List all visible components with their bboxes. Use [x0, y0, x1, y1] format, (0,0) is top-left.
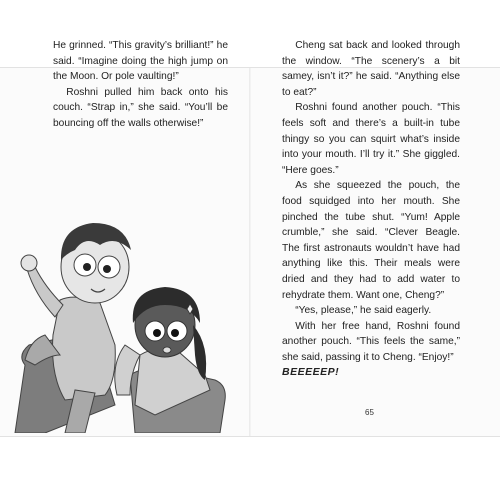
paragraph: Cheng sat back and looked through the window. “The scenery’s a bit samey, isn’t it?” he said. “Anything else to eat?”	[282, 40, 460, 98]
left-page-text	[53, 38, 228, 132]
boy-and-girl-in-spacecraft-illustration	[5, 205, 245, 433]
page-number: 65	[365, 408, 374, 417]
paragraph: He grinned. “This gravity’s brilliant!” he said. “Imagine doing the high jump on the Moon. Or pole vaulting!”	[53, 40, 228, 83]
paragraph: “Yes, please,” he said eagerly.	[295, 305, 432, 317]
paragraph: Roshni found another pouch. “This feels soft and there’s a built-in tube thingy so you can squirt what’s inside into your mouth. I’ll try it.” She giggled. “Here goes.”	[282, 102, 460, 176]
paragraph: With her free hand, Roshni found another pouch. “This feels the same,” she said, passing it to Cheng. “Enjoy!”	[282, 320, 460, 363]
right-page-text	[282, 38, 460, 381]
paragraph: Roshni pulled him back onto his couch. “Strap in,” she said. “You’ll be bouncing off the walls otherwise!”	[53, 86, 228, 129]
paragraph: As she squeezed the pouch, the food squidged into her mouth. She pinched the tube shut. “Yum! Apple crumble,” she said. “Clever Beagle. The first astronauts wouldn’t have had anything like this. Their meals were dried and they had to add water to rehydrate them. Want one, Cheng?”	[282, 180, 460, 301]
sound-effect: BEEEEEP!	[282, 366, 340, 379]
